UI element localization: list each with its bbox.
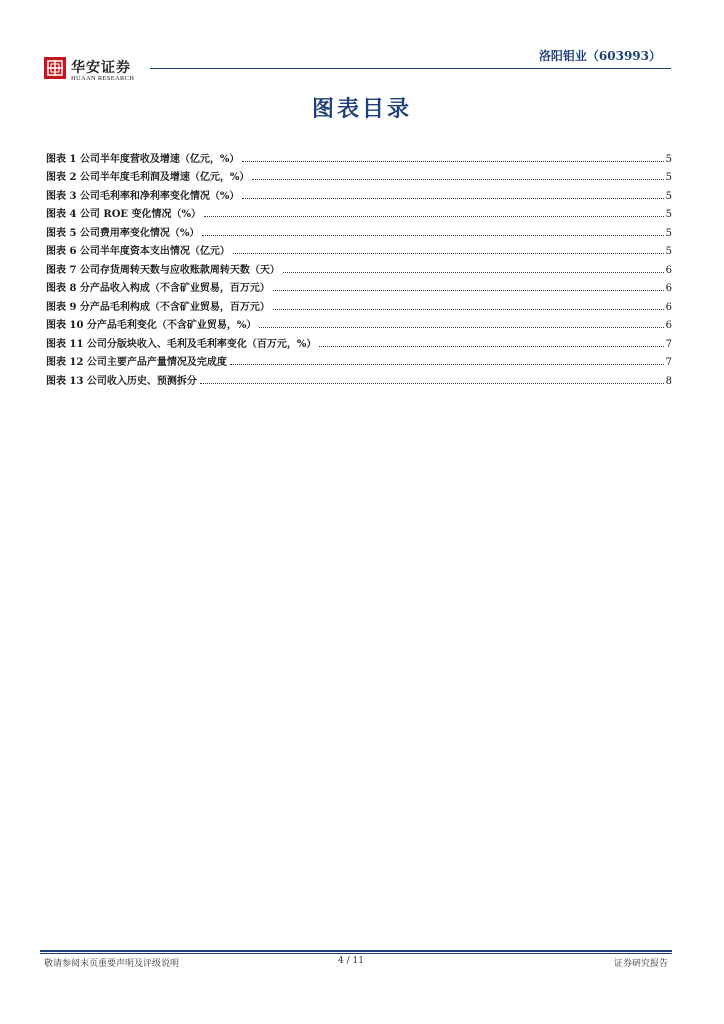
toc-label: 图表 12 公司主要产品产量情况及完成度 <box>46 357 227 368</box>
toc-row[interactable] <box>46 202 672 221</box>
toc-page-number: 6 <box>665 264 672 276</box>
toc-label: 图表 9 分产品毛利构成（不含矿业贸易，百万元） <box>46 301 270 313</box>
toc-label: 图表 13 公司收入历史、预测拆分 <box>46 375 197 387</box>
toc-leader-dots <box>202 235 663 236</box>
toc-leader-dots <box>273 290 664 291</box>
toc-row[interactable] <box>46 165 672 184</box>
toc-leader-dots <box>230 364 664 365</box>
toc-leader-dots <box>283 272 664 273</box>
toc-row[interactable] <box>46 368 672 387</box>
toc-leader-dots <box>252 179 663 180</box>
footer-page-number: 4 / 11 <box>338 956 364 966</box>
toc-leader-dots <box>242 161 663 162</box>
toc-page-number: 7 <box>665 338 672 350</box>
toc-page-number: 5 <box>665 153 672 165</box>
logo-english-text: HUAAN RESEARCH <box>71 75 135 82</box>
toc-row[interactable] <box>46 350 672 369</box>
toc-label: 图表 11 公司分版块收入、毛利及毛利率变化（百万元，%） <box>46 338 317 350</box>
toc-row[interactable] <box>46 146 672 165</box>
header-divider <box>150 68 671 69</box>
toc-label: 图表 6 公司半年度资本支出情况（亿元） <box>46 246 230 257</box>
toc-page-number: 5 <box>665 246 672 257</box>
toc-label: 图表 2 公司半年度毛利润及增速（亿元，%） <box>46 172 250 183</box>
toc-leader-dots <box>259 327 663 328</box>
toc-row[interactable] <box>46 313 672 332</box>
logo-chinese-text: 华安证券 <box>71 60 131 76</box>
toc-row[interactable] <box>46 239 672 258</box>
toc-label: 图表 7 公司存货周转天数与应收账款周转天数（天） <box>46 264 280 276</box>
footer-divider-thin <box>40 953 672 954</box>
table-of-figures <box>46 146 672 387</box>
toc-label: 图表 8 分产品收入构成（不含矿业贸易，百万元） <box>46 283 270 294</box>
toc-label: 图表 10 分产品毛利变化（不含矿业贸易，%） <box>46 320 257 331</box>
toc-row[interactable] <box>46 331 672 350</box>
toc-page-number: 8 <box>665 375 672 387</box>
toc-label: 图表 4 公司 ROE 变化情况（%） <box>46 209 202 220</box>
toc-label: 图表 1 公司半年度营收及增速（亿元，%） <box>46 153 240 165</box>
toc-page-number: 5 <box>665 172 672 183</box>
toc-page-number: 5 <box>665 209 672 220</box>
footer-disclaimer: 敬请参阅末页重要声明及评级说明 <box>44 959 180 969</box>
toc-label: 图表 3 公司毛利率和净利率变化情况（%） <box>46 190 240 202</box>
company-logo <box>44 57 144 87</box>
toc-leader-dots <box>273 309 664 310</box>
toc-page-number: 6 <box>665 301 672 313</box>
footer-divider <box>40 950 672 952</box>
toc-page-number: 5 <box>665 227 672 239</box>
toc-leader-dots <box>233 253 664 254</box>
footer-report-type: 证券研究报告 <box>613 959 668 969</box>
logo-seal-icon <box>44 57 66 79</box>
toc-leader-dots <box>204 216 664 217</box>
toc-page-number: 5 <box>665 190 672 202</box>
toc-leader-dots <box>242 198 663 199</box>
toc-leader-dots <box>200 383 664 384</box>
header-company-name: 洛阳钼业（603993） <box>538 49 661 63</box>
toc-label: 图表 5 公司费用率变化情况（%） <box>46 227 200 239</box>
toc-row[interactable] <box>46 220 672 239</box>
toc-row[interactable] <box>46 183 672 202</box>
toc-row[interactable] <box>46 294 672 313</box>
toc-page-number: 6 <box>665 283 672 294</box>
toc-row[interactable] <box>46 276 672 295</box>
toc-page-number: 7 <box>665 357 672 368</box>
page-title: 图表目录 <box>311 96 412 122</box>
toc-page-number: 6 <box>665 320 672 331</box>
toc-leader-dots <box>319 346 663 347</box>
toc-row[interactable] <box>46 257 672 276</box>
